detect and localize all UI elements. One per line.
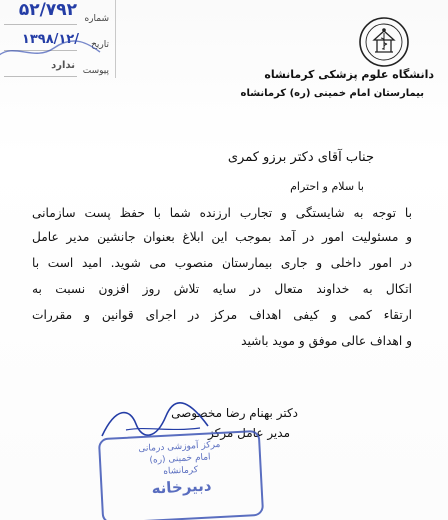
number-line: [4, 24, 77, 25]
attachment-value: ندارد: [51, 60, 75, 71]
number-row: [0, 0, 115, 28]
addressee: جناب آقای دکتر برزو کمری: [227, 150, 374, 165]
seal-line-3: کرمانشاه: [163, 465, 199, 477]
seal-line-4: دبیرخانه: [151, 476, 212, 498]
body-line-4: اتکال به خداوند متعال در سایه تلاش روز افزون نسبت به: [32, 282, 412, 296]
number-value: ۵۲/۷۹۲: [18, 0, 77, 20]
seal-line-2: امام خمینی (ره): [149, 452, 211, 466]
reference-box: [0, 0, 116, 78]
attachment-line: [4, 76, 77, 77]
greeting: با سلام و احترام: [290, 180, 364, 193]
number-label: شماره: [84, 14, 109, 24]
signer-title: مدیر عامل مرکز: [207, 426, 290, 440]
secretariat-seal: [98, 430, 264, 520]
attachment-label: پیوست: [82, 66, 109, 76]
hospital-name: بیمارستان امام خمینی (ره) کرمانشاه: [240, 88, 424, 99]
date-value: ۱۳۹۸/۱۲/: [21, 32, 79, 47]
body-line-1: با توجه به شایستگی و تجارب ارزنده شما با حفظ پست سازمانی: [32, 206, 412, 220]
stamp-scribble-graphic: [0, 38, 104, 64]
body-line-5: ارتقاء کمی و کیفی اهداف مرکز در اجرای قوانین و مقررات: [32, 308, 412, 322]
body-line-2: و مسئولیت امور در آمد بموجب این ابلاغ بعنوان جانشین مدیر عامل: [32, 230, 412, 244]
signer-name: دکتر بهنام رضا مخصوصی: [171, 406, 298, 420]
university-logo-icon: [357, 16, 411, 68]
seal-line-1: مرکز آموزشی درمانی: [138, 439, 221, 455]
date-label: تاریخ: [91, 40, 109, 50]
university-name: دانشگاه علوم پزشکی کرمانشاه: [264, 68, 434, 81]
body-line-6: و اهداف عالی موفق و موید باشید: [241, 334, 412, 348]
body-line-3: در امور داخلی و جاری بیمارستان منصوب می شوید. امید است با: [32, 256, 412, 270]
